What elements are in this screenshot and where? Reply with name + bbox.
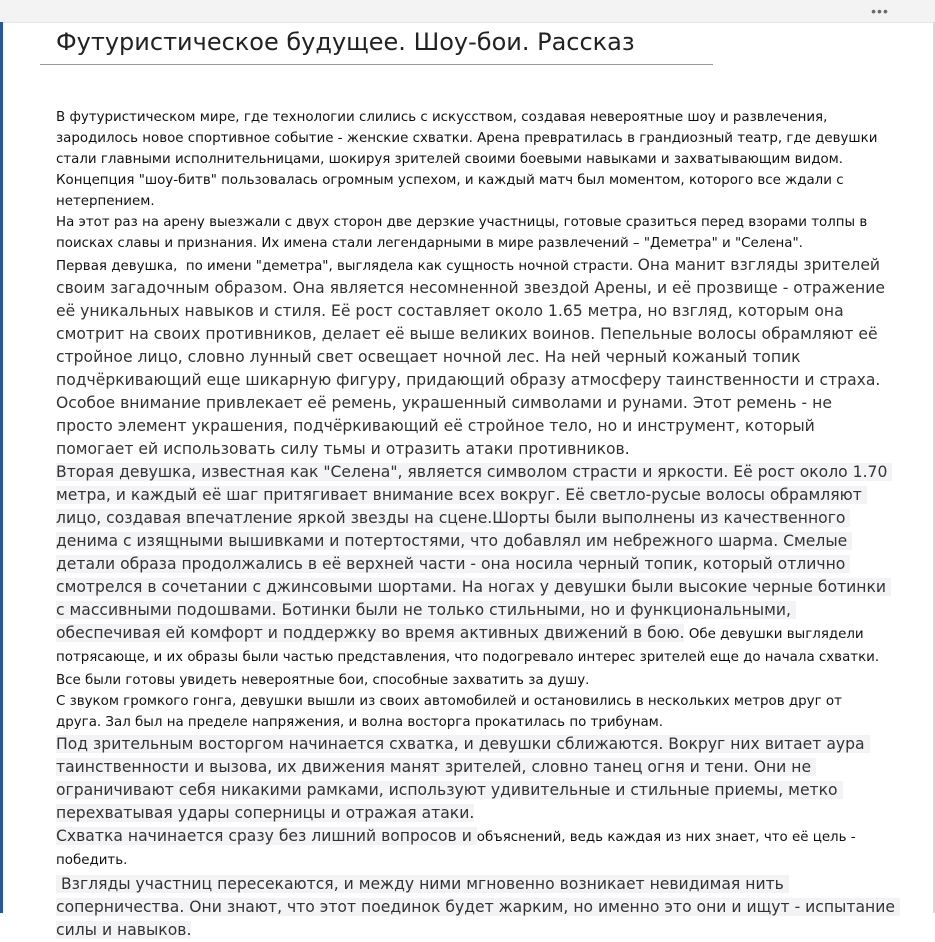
- paragraph-text: На этот раз на арену выезжали с двух сторон две дерзкие участницы, готовые сразиться перед взорами толпы в поисках славы и признания. Их имена стали легендарными в мире развлечений – "Деметра" и "Селена".: [56, 215, 872, 251]
- page-title: Футуристическое будущее. Шоу-бои. Рассказ: [56, 28, 635, 56]
- paragraph-text: Схватка начинается сразу без лишний вопросов и: [56, 827, 477, 845]
- paragraph-text: Первая девушка, по имени "деметра", выглядела как сущность ночной страсти.: [56, 259, 634, 274]
- document-body: [56, 107, 916, 942]
- paragraph-intro: [56, 107, 901, 212]
- paragraph-contestants: [56, 212, 901, 254]
- paragraph-selena: [56, 461, 893, 691]
- paragraph-text: В футуристическом мире, где технологии слились с искусством, создавая невероятные шоу и развлечения, зародилось новое спортивное событие - женские схватки. Арена превратилась в грандиозный театр, где девушки стали главными исполнительницами, шокируя зрителей своими боевыми навыками и захватывающим видом. Концепция "шоу-битв" пользовалась огромным успехом, и каждый матч был моментом, которого все ждали с нетерпением.: [56, 110, 882, 209]
- paragraph-demetra: [56, 254, 890, 461]
- paragraph-text: Она манит взгляды зрителей своим загадочным образом. Она является несомненной звездой Арены, и её прозвище - отражение её уникальных навыков и стиля. Её рост составляет около 1.65 метра, но взгляд, которым она смотрит на своих противников, делает её выше великих воинов. Пепельные волосы обрамляют её стройное лицо, словно лунный свет освещает ночной лес. На ней черный кожаный топик подчёркивающий еще шикарную фигуру, придающий образу атмосферу таинственности и страха. Особое внимание привлекает её ремень, украшенный символами и рунами. Этот ремень - не просто элемент украшения, подчёркивающий её стройное тело, но и инструмент, который помогает ей использовать силу тьмы и отразить атаки противников.: [56, 256, 890, 458]
- window-top-bar: [0, 0, 935, 23]
- paragraph-rivalry: [56, 873, 901, 942]
- title-divider: [40, 64, 713, 65]
- paragraph-gong: [56, 691, 876, 733]
- paragraph-fight-start: [56, 733, 901, 825]
- paragraph-text: Обе девушки выглядели потрясающе, и их образы были частью представления, что подогревало интерес зрителей еще до начала схватки. Все были готовы увидеть невероятные бои, способные захватить за душу.: [56, 627, 884, 688]
- paragraph-no-questions: [56, 825, 876, 871]
- paragraph-text: Под зрительным восторгом начинается схватка, и девушки сближаются. Вокруг них витает аура таинственности и вызова, их движения манят зрителей, словно танец огня и тени. Они не ограничивают себя никакими рамками, используют удивительные и стильные приемы, метко перехватывая удары соперницы и отражая атаки.: [56, 735, 870, 822]
- paragraph-text: Взгляды участниц пересекаются, и между ними мгновенно возникает невидимая нить соперничества. Они знают, что этот поединок будет жарким, но именно это они и ищут - испытание силы и навыков.: [56, 875, 900, 939]
- more-horizontal-icon[interactable]: •••: [871, 3, 889, 19]
- paragraph-text: объяснений, ведь каждая из них знает, что её цель - победить.: [56, 830, 860, 868]
- document-header: [40, 22, 910, 65]
- left-accent-bar: [0, 22, 3, 913]
- paragraph-text: Вторая девушка, известная как "Селена", является символом страсти и яркости. Её рост около 1.70 метра, и каждый её шаг притягивает внимание всех вокруг. Её светло-русые волосы обрамляют лицо, создавая впечатление яркой звезды на сцене.Шорты были выполнены из качественного денима с изящными вышивками и потертостями, что добавлял им небрежного шарма. Смелые детали образа продолжались в её верхней части - она носила черный топик, который отлично смотрелся в сочетании с джинсовыми шортами. На ногах у девушки были высокие черные ботинки с массивными подошвами. Ботинки были не только стильными, но и функциональными, обеспечивая ей комфорт и поддержку во время активных движений в бою.: [56, 463, 893, 642]
- paragraph-text: С звуком громкого гонга, девушки вышли из своих автомобилей и остановились в нескольких метров друг от друга. Зал был на пределе напряжения, и волна восторга прокатилась по трибунам.: [56, 694, 847, 730]
